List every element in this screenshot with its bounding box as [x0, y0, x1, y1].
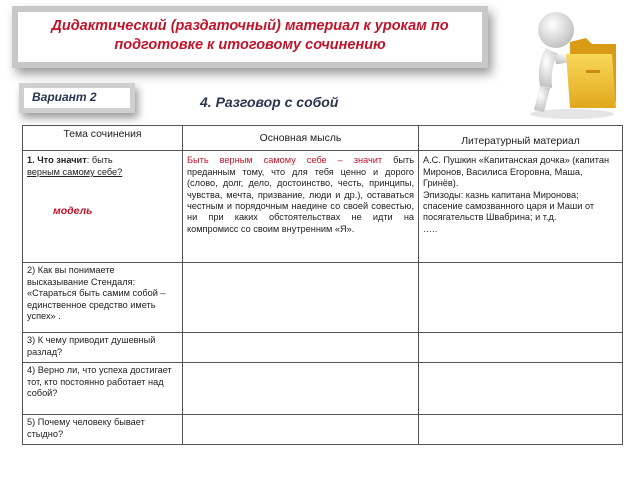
title-line-2: подготовке к итоговому сочинению	[114, 37, 386, 53]
row1-question-underlined: верным самому себе?	[27, 166, 123, 177]
row1-question-bold: . Что значит	[32, 155, 87, 166]
row3-literature-cell	[419, 333, 623, 363]
table-header-row	[23, 126, 623, 151]
row1-main-idea-cell	[183, 151, 419, 263]
row4-main-idea-cell	[183, 363, 419, 415]
row3-theme-cell: 3) К чему приводит душевный разлад?	[23, 333, 183, 363]
title-line-1: Дидактический (раздаточный) материал к урокам по	[51, 18, 449, 34]
variant-label: Вариант 2	[32, 90, 97, 104]
variant-box	[24, 88, 130, 108]
header-theme: Тема сочинения	[23, 126, 183, 151]
table-row	[23, 151, 623, 263]
row1-theme-cell	[23, 151, 183, 263]
row1-lit-line1: А.С. Пушкин «Капитанская дочка» (капитан Миронов, Василиса Егоровна, Маша, Гринёв).	[423, 155, 610, 189]
row5-theme-cell: 5) Почему человеку бывает стыдно?	[23, 415, 183, 445]
row1-question-rest: : быть	[86, 155, 113, 166]
table-row	[23, 363, 623, 415]
row1-main-rest: быть преданным тому, что для тебя ценно и дорого (слово, долг, дело, достоинство, честь, принципы, чувства, мечта, призвание, люди и др.), оставаться честным и порядочным наедине со своей совестью, ни при каких обстоятельствах не идти на компромисс со своим внутренним «Я».	[187, 155, 414, 234]
table-row	[23, 415, 623, 445]
row2-literature-cell	[419, 263, 623, 333]
row2-main-idea-cell	[183, 263, 419, 333]
row3-main-idea-cell	[183, 333, 419, 363]
row1-main-lead: Быть верным самому себе – значит	[187, 155, 383, 166]
row5-literature-cell	[419, 415, 623, 445]
topic-title: 4. Разговор с собой	[200, 94, 339, 110]
row5-main-idea-cell	[183, 415, 419, 445]
header-main-idea: Основная мысль	[183, 126, 419, 151]
title-banner	[18, 12, 482, 62]
table-row	[23, 263, 623, 333]
row1-number: 1	[27, 155, 33, 166]
header-literature: Литературный материал	[419, 126, 623, 151]
model-label: модель	[53, 205, 93, 218]
row2-theme-cell: 2) Как вы понимаете высказывание Стендаля: «Стараться быть самим собой – единственное средство иметь успех» .	[23, 263, 183, 333]
table-row	[23, 333, 623, 363]
row1-literature-cell	[419, 151, 623, 263]
row1-lit-line2: Эпизоды: казнь капитана Миронова; спасение самозванного царя и Маши от посягательств Швабрина; и т.д.	[423, 189, 595, 223]
figure-with-folder-icon	[512, 4, 622, 120]
row4-literature-cell	[419, 363, 623, 415]
row4-theme-cell: 4) Верно ли, что успеха достигает тот, кто постоянно работает над собой?	[23, 363, 183, 415]
row1-lit-line3: …..	[423, 223, 438, 234]
page-title	[18, 17, 482, 55]
essay-table	[22, 125, 623, 445]
